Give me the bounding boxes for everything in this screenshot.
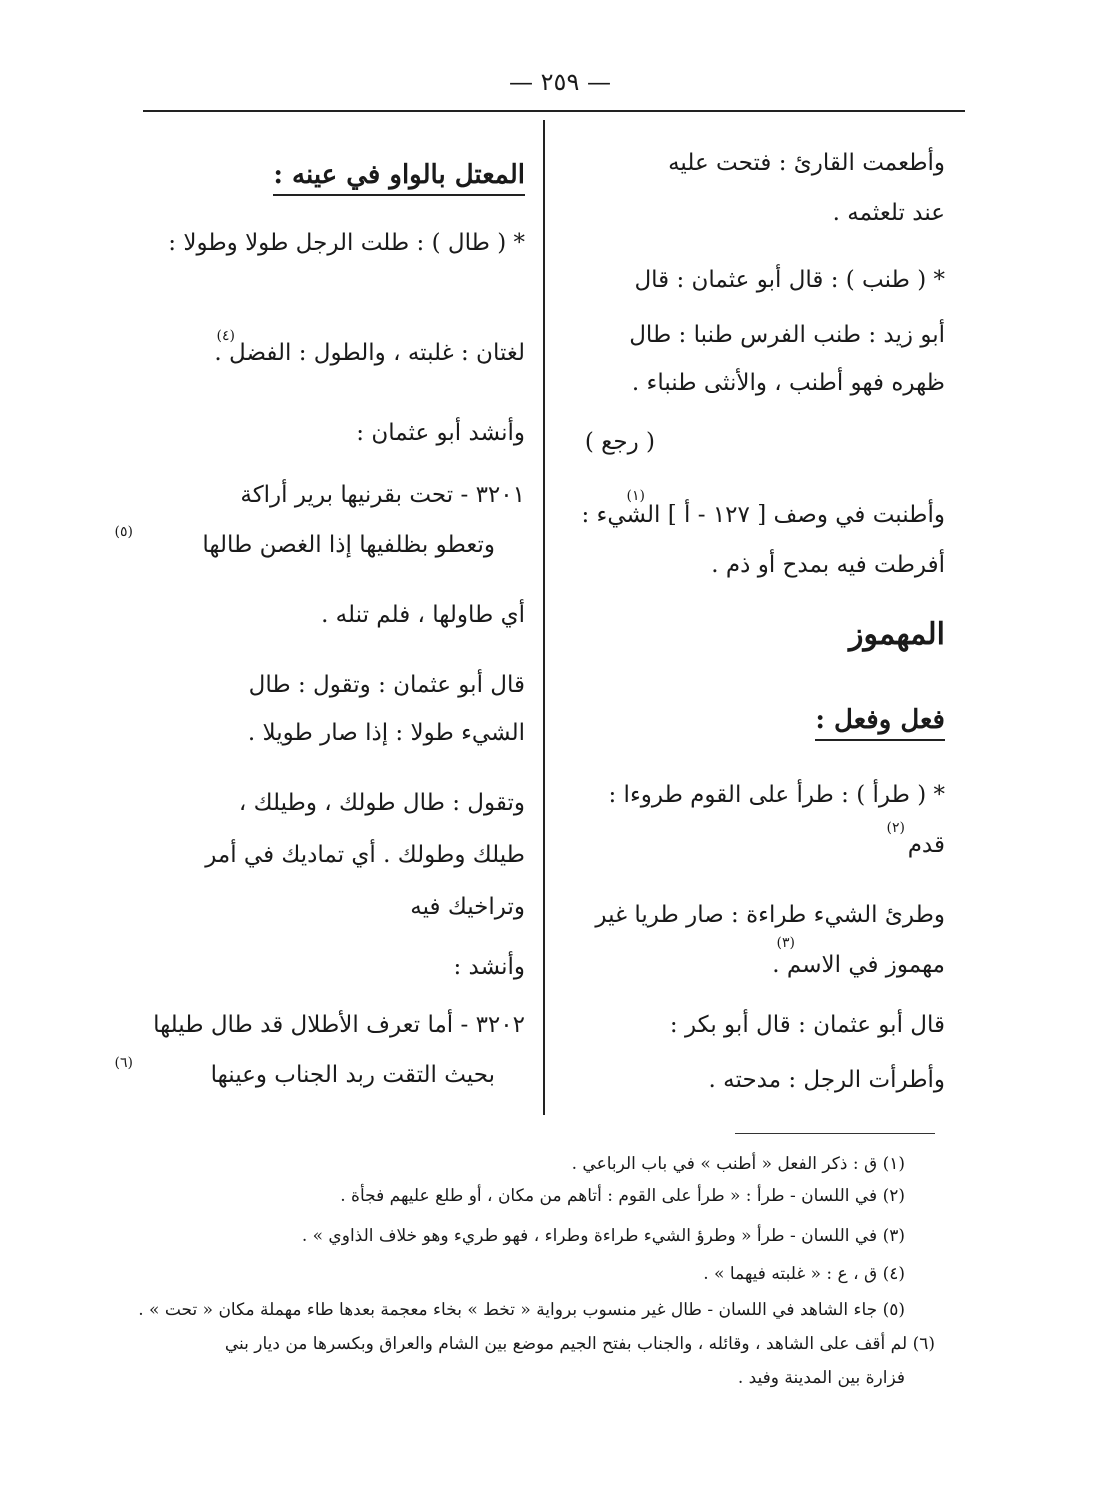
- text-line: وتقول : طال طولك ، وطيلك ،: [238, 790, 525, 816]
- text-line: وتراخيك فيه: [410, 894, 525, 920]
- text-line: عند تلعثمه .: [832, 200, 945, 226]
- text-line: أبو زيد : طنب الفرس طنبا : طال: [629, 322, 945, 348]
- text-fragment: وأطنبت في وصف [ ١٢٧ - أ ] الشيء :: [581, 502, 945, 528]
- footnote: (٥) جاء الشاهد في اللسان - طال غير منسوب برواية « تخط » بخاء معجمة بعدها طاء مهملة مكان « تحت » .: [138, 1300, 905, 1320]
- text-line: وأنشد :: [453, 954, 525, 980]
- text-line: * ( طرأ ) : طرأ على القوم طروءا :: [608, 782, 945, 808]
- footnote-rule: [735, 1133, 935, 1134]
- footnote-ref: (٣): [776, 935, 795, 951]
- text-line: قال أبو عثمان : قال أبو بكر :: [669, 1012, 945, 1038]
- footnote-ref: (٥): [114, 524, 133, 540]
- text-line: أفرطت فيه بمدح أو ذم .: [711, 552, 945, 578]
- text-line: ظهره فهو أطنب ، والأنثى طنباء .: [631, 370, 945, 396]
- footnote-ref: (٦): [114, 1055, 133, 1071]
- verse-line: وتعطو بظلفيها إذا الغصن طالها: [202, 532, 495, 558]
- section-heading: المعتل بالواو في عينه :: [273, 160, 525, 196]
- column-divider: [543, 120, 545, 1115]
- footnote-ref: (٢): [886, 820, 905, 836]
- footnote: (٣) في اللسان - طرأ « وطرؤ الشيء طراءة وطراء ، فهو طريء وهو خلاف الذاوي » .: [301, 1226, 905, 1246]
- text-line: وأطعمت القارئ : فتحت عليه: [668, 150, 945, 176]
- footnote-ref: (٤): [216, 328, 235, 344]
- text-line: قال أبو عثمان : وتقول : طال: [248, 672, 525, 698]
- text-line: وأنشد أبو عثمان :: [356, 420, 525, 446]
- header-rule: [143, 110, 965, 112]
- footnote: (٦) لم أقف على الشاهد ، وقائله ، والجناب بفتح الجيم موضع بين الشام والعراق وبكسرها من ديار بني: [224, 1334, 935, 1354]
- verse-line: ٣٢٠١ - تحت بقرنيها برير أراكة: [240, 482, 525, 508]
- subsection-heading: فعل وفعل :: [815, 705, 945, 741]
- text-line: ( رجع ): [584, 429, 655, 455]
- text-line: مهموز في الاسم .: [772, 952, 945, 978]
- text-line: وطرئ الشيء طراءة : صار طريا غير: [595, 902, 945, 928]
- text-line: وأطرأت الرجل : مدحته .: [708, 1067, 945, 1093]
- footnote: (١) ق : ذكر الفعل « أطنب » في باب الرباعي .: [571, 1154, 905, 1174]
- text-line: أي طاولها ، فلم تنله .: [321, 602, 525, 628]
- text-line: لغتان : غلبته ، والطول : الفضل .: [214, 340, 525, 366]
- text-line: طيلك وطولك . أي تماديك في أمر: [205, 842, 525, 868]
- section-heading: المهموز: [849, 617, 945, 652]
- verse-line: بحيث التقت ربد الجناب وعينها: [210, 1062, 495, 1088]
- text-line: قدم: [907, 832, 945, 858]
- page-number: — ٢٥٩ —: [509, 68, 611, 96]
- footnote: فزارة بين المدينة وفيد .: [737, 1368, 905, 1388]
- text-line: الشيء طولا : إذا صار طويلا .: [247, 720, 525, 746]
- footnote: (٢) في اللسان - طرأ : « طرأ على القوم : أتاهم من مكان ، أو طلع عليهم فجأة .: [340, 1186, 905, 1206]
- verse-line: ٣٢٠٢ - أما تعرف الأطلال قد طال طيلها: [153, 1012, 525, 1038]
- text-line: * ( طال ) : طلت الرجل طولا وطولا :: [168, 230, 525, 256]
- text-line: * ( طنب ) : قال أبو عثمان : قال: [634, 267, 945, 293]
- footnote: (٤) ق ، ع : « غلبته فيهما » .: [703, 1264, 905, 1284]
- text-line: [581, 500, 945, 530]
- footnote-ref: (١): [626, 488, 645, 504]
